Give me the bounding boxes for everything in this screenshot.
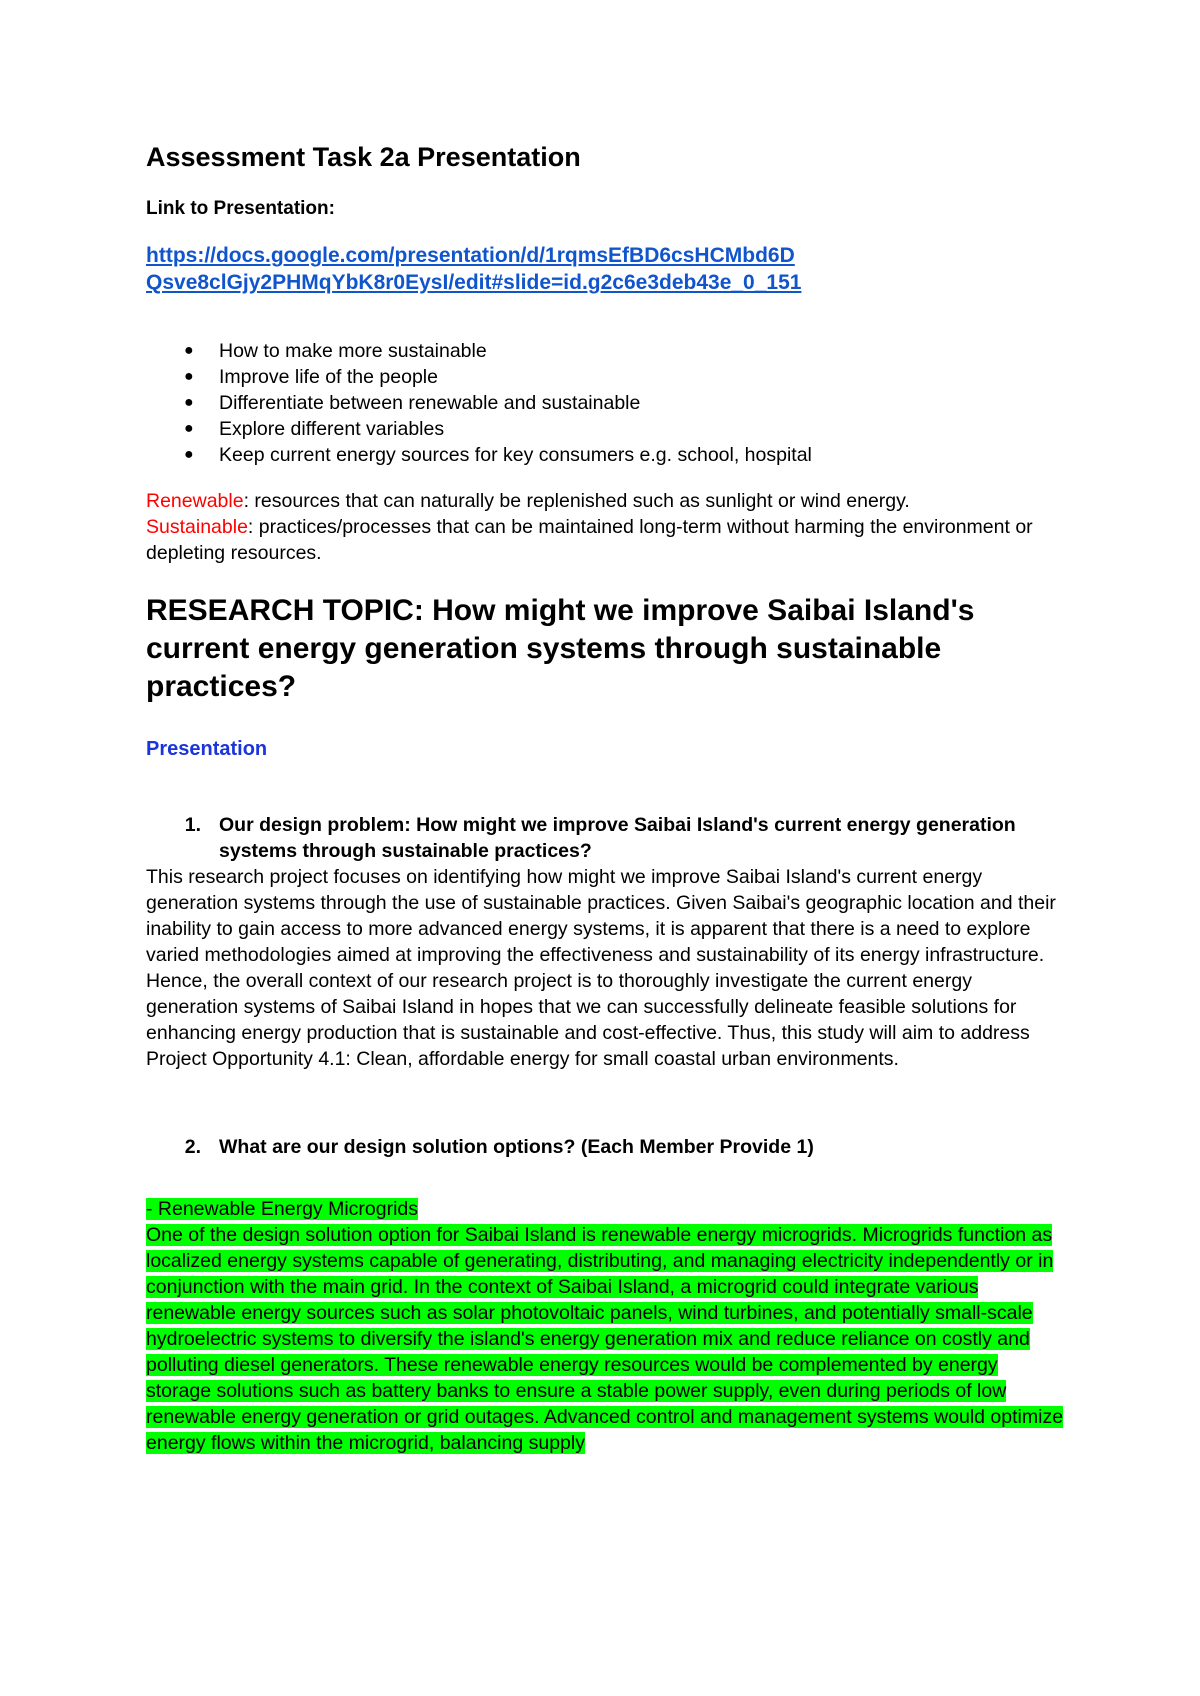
bullet-icon: ● xyxy=(184,394,194,412)
link-label: Link to Presentation: xyxy=(146,198,335,220)
question-1-body: This research project focuses on identifying how might we improve Saibai Island's current energy generation systems through the use of sustainable practices. Given Saibai's geographic location and their inability to gain access to more advanced energy systems, it is apparent that there is a need to explore varied methodologies aimed at improving the effectiveness and sustainability of its energy infrastructure. Hence, the overall context of our research project is to thoroughly investigate the current energy generation systems of Saibai Island in hopes that we can successfully delineate feasible solutions for enhancing energy production that is sustainable and cost-effective. Thus, this study will aim to address Project Opportunity 4.1: Clean, affordable energy for small coastal urban environments. xyxy=(146,866,1056,1071)
question-text: What are our design solution options? (Each Member Provide 1) xyxy=(219,1136,814,1159)
presentation-link[interactable]: https://docs.google.com/presentation/d/1rqmsEfBD6csHCMbd6DQsve8clGjy2PHMqYbK8r0EysI/edit#slide=id.g2c6e3deb43e_0_151 xyxy=(146,243,802,295)
renewable-definition: : resources that can naturally be replenished such as sunlight or wind energy. xyxy=(243,490,910,513)
presentation-heading: Presentation xyxy=(146,738,268,761)
highlighted-option xyxy=(146,1196,1066,1456)
bullet-icon: ● xyxy=(184,446,194,464)
question-number: 1. xyxy=(184,814,201,837)
list-item xyxy=(184,338,1066,364)
list-item xyxy=(184,364,1066,390)
spacer xyxy=(146,1072,1066,1134)
list-item-text: Explore different variables xyxy=(219,418,445,441)
document-page xyxy=(146,140,1066,1456)
list-item-text: How to make more sustainable xyxy=(219,340,487,363)
option-heading: - Renewable Energy Microgrids xyxy=(146,1198,419,1221)
document-title: Assessment Task 2a Presentation xyxy=(146,142,581,172)
list-item xyxy=(184,390,1066,416)
bullet-icon: ● xyxy=(184,368,194,386)
list-item-text: Improve life of the people xyxy=(219,366,438,389)
spacer xyxy=(146,1160,1066,1196)
sustainable-term: Sustainable xyxy=(146,516,248,539)
bullet-icon: ● xyxy=(184,342,194,360)
question-1 xyxy=(146,812,1066,864)
option-body: One of the design solution option for Saibai Island is renewable energy microgrids. Microgrids function as localized energy systems capable of generating, distributing, and managing electricity independently or in conjunction with the main grid. In the context of Saibai Island, a microgrid could integrate various renewable energy sources such as solar photovoltaic panels, wind turbines, and potentially small-scale hydroelectric systems to diversify the island's energy generation mix and reduce reliance on costly and polluting diesel generators. These renewable energy resources would be complemented by energy storage solutions such as battery banks to ensure a stable power supply, even during periods of low renewable energy generation or grid outages. Advanced control and management systems would optimize energy flows within the microgrid, balancing supply xyxy=(146,1224,1064,1455)
question-2 xyxy=(146,1134,1066,1160)
definitions xyxy=(146,488,1066,566)
list-item xyxy=(184,416,1066,442)
research-topic-heading: RESEARCH TOPIC: How might we improve Saibai Island's current energy generation systems through sustainable practices? xyxy=(146,594,975,704)
list-item xyxy=(184,442,1066,468)
list-item-text: Differentiate between renewable and sustainable xyxy=(219,392,641,415)
list-item-text: Keep current energy sources for key consumers e.g. school, hospital xyxy=(219,444,812,467)
sustainable-definition: : practices/processes that can be maintained long-term without harming the environment or depleting resources. xyxy=(146,516,1033,565)
question-text: Our design problem: How might we improve Saibai Island's current energy generation systems through sustainable practices? xyxy=(219,814,1016,863)
bullet-icon: ● xyxy=(184,420,194,438)
bullet-list xyxy=(146,338,1066,468)
question-number: 2. xyxy=(184,1136,201,1159)
renewable-term: Renewable xyxy=(146,490,244,513)
